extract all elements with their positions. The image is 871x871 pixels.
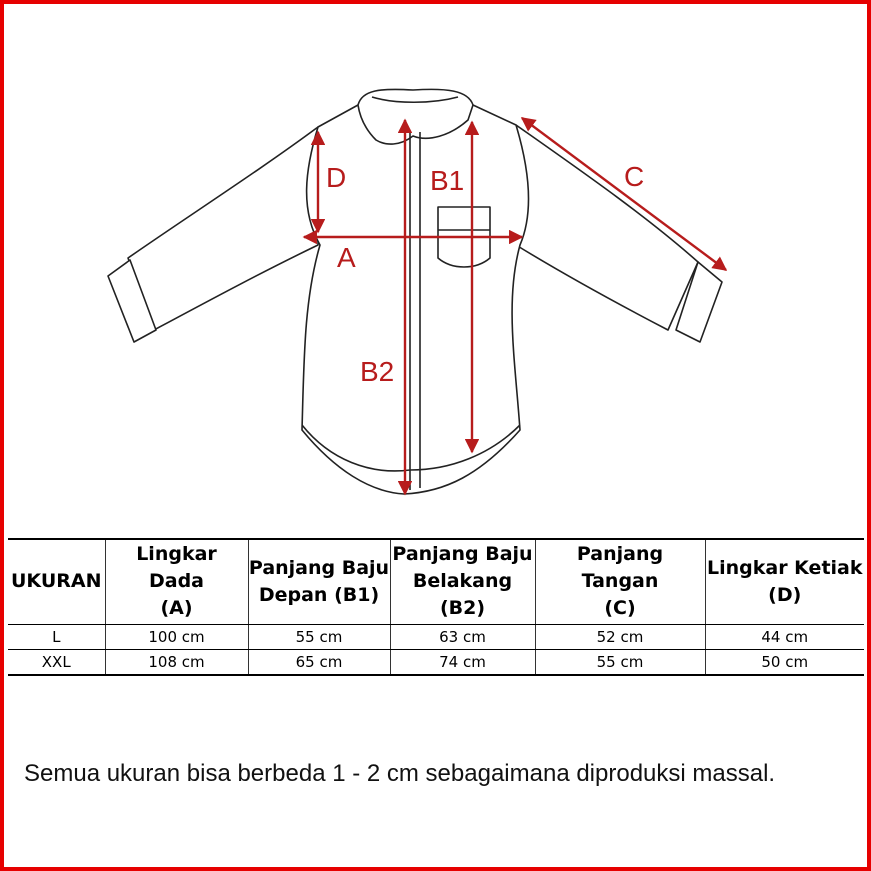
table-row xyxy=(8,650,864,676)
header-size: UKURAN xyxy=(8,539,105,625)
cell-sleeve-length: 55 cm xyxy=(535,650,705,676)
header-back-length: Panjang Baju Belakang (B2) xyxy=(390,539,535,625)
label-c: C xyxy=(624,161,645,192)
label-d: D xyxy=(326,162,347,193)
cell-front-length: 55 cm xyxy=(248,625,390,650)
header-sleeve-length: Panjang Tangan (C) xyxy=(535,539,705,625)
cell-sleeve-length: 52 cm xyxy=(535,625,705,650)
cell-front-length: 65 cm xyxy=(248,650,390,676)
size-table xyxy=(8,538,864,676)
label-b1: B1 xyxy=(430,165,465,196)
shirt-outline xyxy=(108,89,722,494)
cell-chest: 100 cm xyxy=(105,625,248,650)
label-a: A xyxy=(337,242,356,273)
cell-chest: 108 cm xyxy=(105,650,248,676)
tolerance-note: Semua ukuran bisa berbeda 1 - 2 cm sebagaimana diproduksi massal. xyxy=(24,760,776,787)
cell-back-length: 63 cm xyxy=(390,625,535,650)
cell-back-length: 74 cm xyxy=(390,650,535,676)
cell-armhole: 50 cm xyxy=(705,650,864,676)
label-b2: B2 xyxy=(360,356,395,387)
cell-size: L xyxy=(8,625,105,650)
header-front-length: Panjang Baju Depan (B1) xyxy=(248,539,390,625)
cell-armhole: 44 cm xyxy=(705,625,864,650)
header-chest: Lingkar Dada (A) xyxy=(105,539,248,625)
left-sleeve xyxy=(128,127,318,330)
table-row xyxy=(8,625,864,650)
header-armhole: Lingkar Ketiak (D) xyxy=(705,539,864,625)
cell-size: XXL xyxy=(8,650,105,676)
table-header-row xyxy=(8,539,864,625)
